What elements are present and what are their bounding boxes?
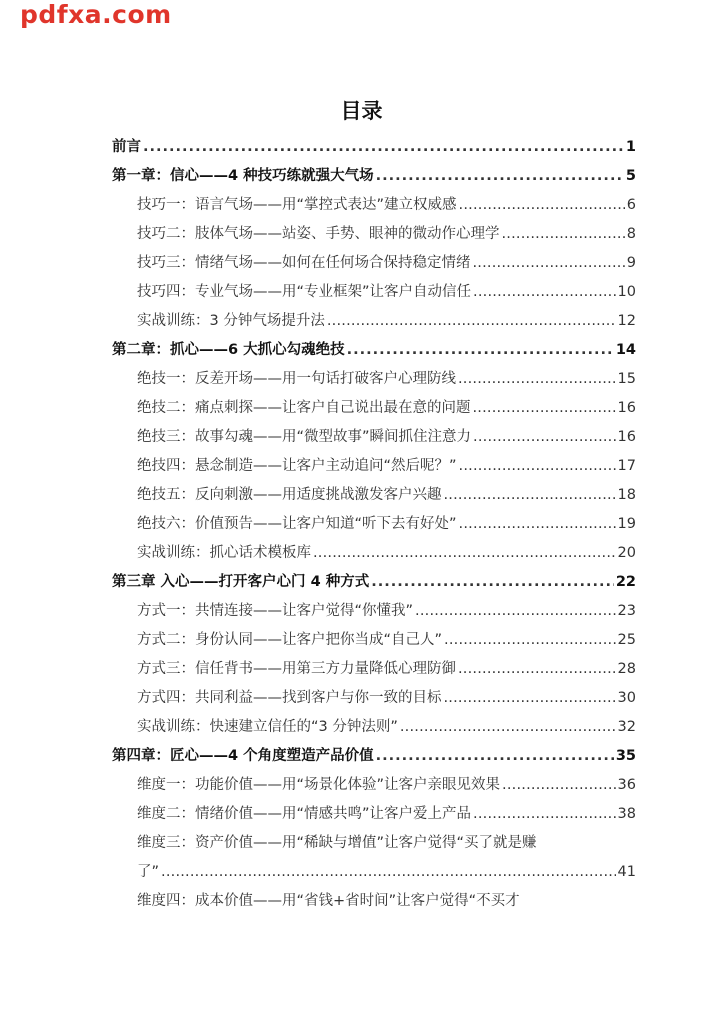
toc-entry-text: 绝技二：痛点刺探——让客户自己说出最在意的问题 [137,400,471,416]
toc-entry-page: 16 [617,429,636,445]
toc-entry-text: 实战训练：抓心话术模板库 [137,545,311,561]
toc-entry-page: 1 [625,139,636,155]
toc-entries [112,127,636,823]
toc-leader-dots [327,313,616,330]
toc-entry-text: 实战训练：快速建立信任的“3 分钟法则” [137,719,398,735]
toc-leader-dots [458,371,616,388]
toc-section-entry[interactable] [112,214,636,243]
toc-entry-page: 10 [617,284,636,300]
toc-section-entry[interactable] [112,620,636,649]
toc-leader-dots [400,719,616,736]
toc-entry-text: 方式二：身份认同——让客户把你当成“自己人” [137,632,443,648]
toc-section-entry[interactable] [112,301,636,330]
toc-entry-text: 前言 [112,139,141,155]
toc-leader-dots [473,429,616,446]
toc-leader-dots [459,516,616,533]
toc-entry-page: 38 [617,806,636,822]
toc-entry-text: 实战训练：3 分钟气场提升法 [137,313,325,329]
toc-leader-dots [502,226,625,243]
toc-entry-page: 8 [626,226,636,242]
toc-section-entry[interactable] [112,504,636,533]
toc-entry-page: 19 [617,516,636,532]
toc-entry-text: 技巧一：语言气场——用“掌控式表达”建立权威感 [137,197,457,213]
toc-entry-page: 18 [617,487,636,503]
toc-entry-last[interactable] [112,881,636,910]
toc-entry-page: 28 [617,661,636,677]
toc-leader-dots [459,197,625,214]
toc-section-entry[interactable] [112,649,636,678]
toc-entry-page: 35 [615,748,636,764]
toc-section-entry[interactable] [112,243,636,272]
toc-entry-page: 12 [617,313,636,329]
toc-entry-text: 绝技五：反向刺激——用适度挑战激发客户兴趣 [137,487,442,503]
toc-entry-page: 5 [625,168,636,184]
toc-section-entry[interactable] [112,794,636,823]
toc-entry-page: 16 [617,400,636,416]
toc-entry-text: 方式三：信任背书——用第三方力量降低心理防御 [137,661,456,677]
toc-entry-text: 绝技一：反差开场——用一句话打破客户心理防线 [137,371,456,387]
toc-section-entry[interactable] [112,765,636,794]
toc-leader-dots [161,864,616,881]
toc-entry-page: 6 [626,197,636,213]
toc-entry-page: 36 [617,777,636,793]
toc-entry-text: 维度二：情绪价值——用“情感共鸣”让客户爱上产品 [137,806,472,822]
toc-entry-text: 技巧四：专业气场——用“专业框架”让客户自动信任 [137,284,472,300]
toc-entry-page: 30 [617,690,636,706]
toc-leader-dots [347,342,614,359]
toc-section-entry[interactable] [112,591,636,620]
toc-entry-text: 维度四：成本价值——用“省钱+省时间”让客户觉得“不买才 [137,893,520,909]
toc-entry-page: 17 [617,458,636,474]
toc-leader-dots [313,545,616,562]
toc-leader-dots [473,284,616,301]
toc-chapter-entry[interactable] [112,562,636,591]
toc-entry-page: 14 [615,342,636,358]
toc-leader-dots [415,603,616,620]
table-of-contents [112,127,636,910]
toc-entry-text: 方式一：共情连接——让客户觉得“你懂我” [137,603,414,619]
toc-leader-dots [459,458,616,475]
toc-leader-dots [473,400,616,417]
toc-entry-page: 32 [617,719,636,735]
toc-entry-text: 第一章：信心——4 种技巧练就强大气场 [112,168,374,184]
page-title: 目录 [340,99,383,123]
toc-leader-dots [371,574,614,591]
toc-entry-text: 技巧三：情绪气场——如何在任何场合保持稳定情绪 [137,255,471,271]
toc-section-entry[interactable] [112,533,636,562]
toc-leader-dots [473,806,616,823]
toc-entry-text: 绝技三：故事勾魂——用“微型故事”瞬间抓住注意力 [137,429,472,445]
toc-entry-page: 22 [615,574,636,590]
toc-section-entry[interactable] [112,185,636,214]
toc-entry-text: 技巧二：肢体气场——站姿、手势、眼神的微动作心理学 [137,226,500,242]
toc-leader-dots [458,661,616,678]
toc-entry-wrapped-line2[interactable] [112,852,636,881]
toc-chapter-entry[interactable] [112,736,636,765]
toc-section-entry[interactable] [112,272,636,301]
toc-entry-page: 15 [617,371,636,387]
toc-entry-text: 了” [137,864,160,880]
toc-leader-dots [143,139,624,156]
toc-entry-wrapped-line1[interactable] [112,823,636,852]
toc-chapter-entry[interactable] [112,330,636,359]
toc-leader-dots [502,777,616,794]
toc-section-entry[interactable] [112,475,636,504]
toc-section-entry[interactable] [112,388,636,417]
toc-entry-text: 第三章 入心——打开客户心门 4 种方式 [112,574,370,590]
toc-leader-dots [444,690,616,707]
toc-section-entry[interactable] [112,417,636,446]
toc-entry-text: 维度三：资产价值——用“稀缺与增值”让客户觉得“买了就是赚 [137,835,537,851]
toc-entry-page: 20 [617,545,636,561]
toc-entry-text: 维度一：功能价值——用“场景化体验”让客户亲眼见效果 [137,777,501,793]
toc-leader-dots [473,255,625,272]
watermark-logo: pdfxa.com [20,0,172,29]
toc-entry-text: 绝技四：悬念制造——让客户主动追问“然后呢？” [137,458,457,474]
toc-entry-page: 23 [617,603,636,619]
toc-section-entry[interactable] [112,446,636,475]
toc-leader-dots [444,632,616,649]
toc-entry-text: 第二章：抓心——6 大抓心勾魂绝技 [112,342,345,358]
toc-section-entry[interactable] [112,359,636,388]
toc-entry-text: 第四章：匠心——4 个角度塑造产品价值 [112,748,374,764]
toc-entry-page: 25 [617,632,636,648]
toc-leader-dots [376,168,624,185]
toc-leader-dots [376,748,614,765]
toc-entry-page: 9 [626,255,636,271]
toc-entry-text: 方式四：共同利益——找到客户与你一致的目标 [137,690,442,706]
toc-leader-dots [444,487,616,504]
toc-chapter-entry[interactable] [112,127,636,156]
toc-entry-text: 绝技六：价值预告——让客户知道“听下去有好处” [137,516,457,532]
toc-entry-page: 41 [617,864,636,880]
toc-section-entry[interactable] [112,678,636,707]
toc-section-entry[interactable] [112,707,636,736]
toc-chapter-entry[interactable] [112,156,636,185]
